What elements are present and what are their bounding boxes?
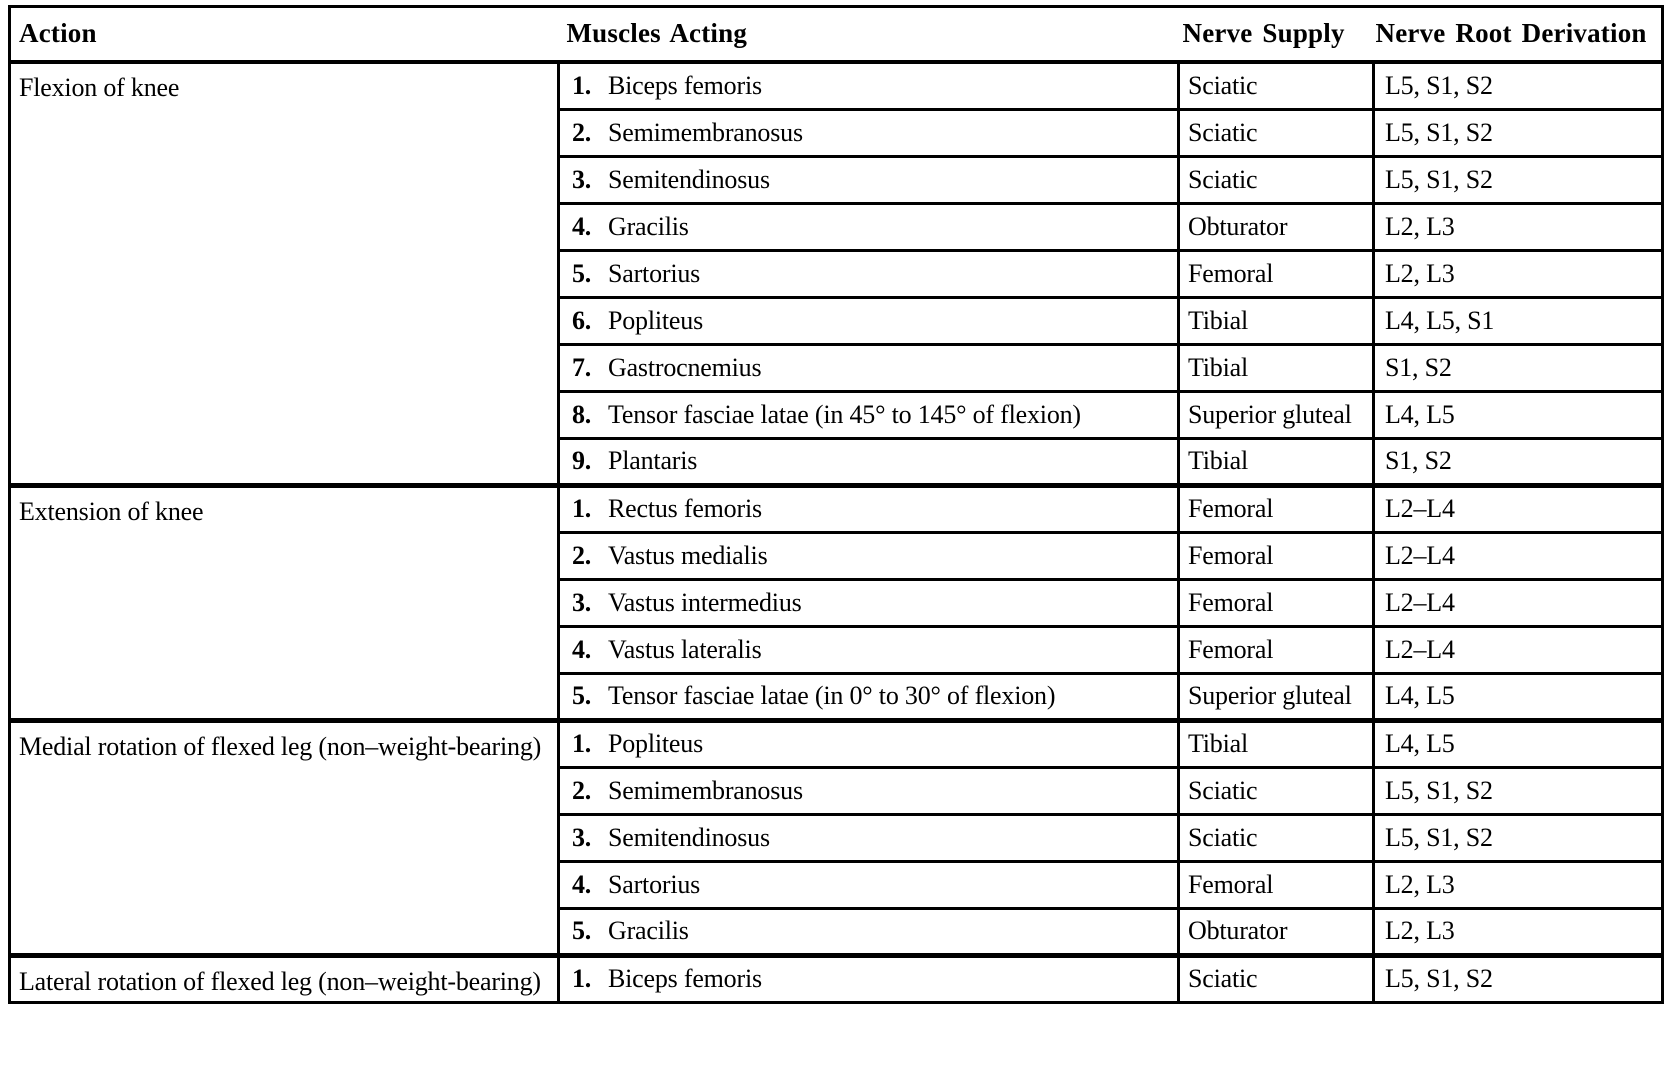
nerve-supply-cell: Obturator	[1179, 203, 1374, 250]
muscle-name: Rectus femoris	[608, 494, 762, 523]
muscle-number: 1.	[572, 70, 592, 100]
muscle-name: Biceps femoris	[608, 964, 762, 993]
nerve-supply-cell: Tibial	[1179, 297, 1374, 344]
nerve-root-derivation-cell: L4, L5	[1374, 391, 1663, 438]
nerve-root-derivation-cell: L2, L3	[1374, 250, 1663, 297]
muscle-cell	[559, 297, 1179, 344]
muscle-name: Sartorius	[608, 258, 701, 288]
nerve-supply-cell: Sciatic	[1179, 156, 1374, 203]
muscle-number: 3.	[572, 587, 592, 617]
nerve-supply-cell: Sciatic	[1179, 955, 1374, 1002]
muscle-cell	[559, 720, 1179, 767]
muscle-name: Vastus medialis	[608, 540, 768, 570]
nerve-supply-cell: Femoral	[1179, 626, 1374, 673]
muscle-cell	[559, 109, 1179, 156]
muscle-number: 1.	[572, 494, 592, 523]
muscle-cell	[559, 250, 1179, 297]
table-row	[10, 62, 1663, 109]
muscle-cell	[559, 814, 1179, 861]
muscle-number: 4.	[572, 634, 592, 664]
table-row	[10, 720, 1663, 767]
muscle-name: Vastus intermedius	[608, 587, 802, 617]
action-cell: Lateral rotation of flexed leg (non–weight-bearing)	[10, 955, 559, 1002]
muscle-number: 6.	[572, 305, 592, 335]
nerve-root-derivation-cell: L2–L4	[1374, 485, 1663, 532]
muscle-name: Gastrocnemius	[608, 352, 762, 382]
muscle-cell	[559, 485, 1179, 532]
muscle-number: 1.	[572, 729, 592, 758]
nerve-supply-cell: Obturator	[1179, 908, 1374, 955]
nerve-supply-cell: Superior gluteal	[1179, 673, 1374, 720]
nerve-supply-cell: Femoral	[1179, 532, 1374, 579]
nerve-supply-cell: Femoral	[1179, 485, 1374, 532]
muscle-name: Gracilis	[608, 211, 689, 241]
nerve-supply-cell: Sciatic	[1179, 109, 1374, 156]
muscle-action-table	[8, 5, 1664, 1004]
nerve-supply-cell: Tibial	[1179, 344, 1374, 391]
nerve-supply-cell: Sciatic	[1179, 62, 1374, 109]
muscle-cell	[559, 908, 1179, 955]
muscle-number: 5.	[572, 681, 592, 710]
muscle-cell	[559, 62, 1179, 109]
nerve-root-derivation-cell: L2, L3	[1374, 908, 1663, 955]
muscle-number: 2.	[572, 540, 592, 570]
muscle-cell	[559, 626, 1179, 673]
muscle-cell	[559, 344, 1179, 391]
nerve-root-derivation-cell: L4, L5	[1374, 720, 1663, 767]
nerve-supply-cell: Sciatic	[1179, 767, 1374, 814]
muscle-number: 2.	[572, 117, 592, 147]
muscle-name: Semimembranosus	[608, 775, 803, 805]
muscle-name: Tensor fasciae latae (in 45° to 145° of flexion)	[608, 399, 1081, 429]
nerve-root-derivation-cell: L5, S1, S2	[1374, 814, 1663, 861]
nerve-root-derivation-cell: L4, L5, S1	[1374, 297, 1663, 344]
muscle-cell	[559, 673, 1179, 720]
column-header-action: Action	[10, 7, 559, 63]
action-cell: Extension of knee	[10, 485, 559, 720]
muscle-number: 1.	[572, 964, 592, 993]
muscle-name: Gracilis	[608, 916, 689, 945]
nerve-root-derivation-cell: L5, S1, S2	[1374, 109, 1663, 156]
nerve-root-derivation-cell: L2–L4	[1374, 532, 1663, 579]
nerve-supply-cell: Femoral	[1179, 579, 1374, 626]
nerve-supply-cell: Sciatic	[1179, 814, 1374, 861]
action-cell: Medial rotation of flexed leg (non–weight-bearing)	[10, 720, 559, 955]
muscle-number: 5.	[572, 916, 592, 945]
muscle-number: 8.	[572, 399, 592, 429]
muscle-cell	[559, 391, 1179, 438]
muscle-cell	[559, 156, 1179, 203]
nerve-root-derivation-cell: L2–L4	[1374, 579, 1663, 626]
nerve-supply-cell: Femoral	[1179, 250, 1374, 297]
muscle-name: Biceps femoris	[608, 70, 762, 100]
action-cell: Flexion of knee	[10, 62, 559, 485]
table-row	[10, 485, 1663, 532]
column-header-muscles-acting: Muscles Acting	[559, 7, 1179, 63]
nerve-root-derivation-cell: L5, S1, S2	[1374, 156, 1663, 203]
table-body	[10, 62, 1663, 1002]
column-header-nerve-root-derivation: Nerve Root Derivation	[1374, 7, 1663, 63]
table-row	[10, 955, 1663, 1002]
muscle-number: 4.	[572, 869, 592, 899]
muscle-name: Semimembranosus	[608, 117, 803, 147]
muscle-number: 3.	[572, 164, 592, 194]
nerve-supply-cell: Tibial	[1179, 438, 1374, 485]
nerve-root-derivation-cell: L2–L4	[1374, 626, 1663, 673]
nerve-supply-cell: Superior gluteal	[1179, 391, 1374, 438]
nerve-root-derivation-cell: S1, S2	[1374, 344, 1663, 391]
muscle-number: 4.	[572, 211, 592, 241]
muscle-number: 3.	[572, 822, 592, 852]
nerve-supply-cell: Femoral	[1179, 861, 1374, 908]
muscle-number: 7.	[572, 352, 592, 382]
muscle-cell	[559, 955, 1179, 1002]
muscle-name: Sartorius	[608, 869, 701, 899]
nerve-root-derivation-cell: L2, L3	[1374, 203, 1663, 250]
nerve-supply-cell: Tibial	[1179, 720, 1374, 767]
muscle-name: Popliteus	[608, 729, 703, 758]
muscle-cell	[559, 861, 1179, 908]
nerve-root-derivation-cell: S1, S2	[1374, 438, 1663, 485]
nerve-root-derivation-cell: L5, S1, S2	[1374, 62, 1663, 109]
muscle-number: 5.	[572, 258, 592, 288]
muscle-cell	[559, 579, 1179, 626]
muscle-cell	[559, 203, 1179, 250]
muscle-cell	[559, 532, 1179, 579]
muscle-cell	[559, 438, 1179, 485]
table-header	[10, 7, 1663, 63]
nerve-root-derivation-cell: L4, L5	[1374, 673, 1663, 720]
column-header-nerve-supply: Nerve Supply	[1179, 7, 1374, 63]
nerve-root-derivation-cell: L2, L3	[1374, 861, 1663, 908]
muscle-name: Tensor fasciae latae (in 0° to 30° of flexion)	[608, 681, 1056, 710]
muscle-number: 2.	[572, 775, 592, 805]
muscle-name: Semitendinosus	[608, 164, 770, 194]
muscle-name: Vastus lateralis	[608, 634, 762, 664]
muscle-name: Popliteus	[608, 305, 703, 335]
muscle-cell	[559, 767, 1179, 814]
nerve-root-derivation-cell: L5, S1, S2	[1374, 767, 1663, 814]
muscle-number: 9.	[572, 446, 592, 475]
muscle-name: Plantaris	[608, 446, 698, 475]
header-row	[10, 7, 1663, 63]
muscle-name: Semitendinosus	[608, 822, 770, 852]
nerve-root-derivation-cell: L5, S1, S2	[1374, 955, 1663, 1002]
